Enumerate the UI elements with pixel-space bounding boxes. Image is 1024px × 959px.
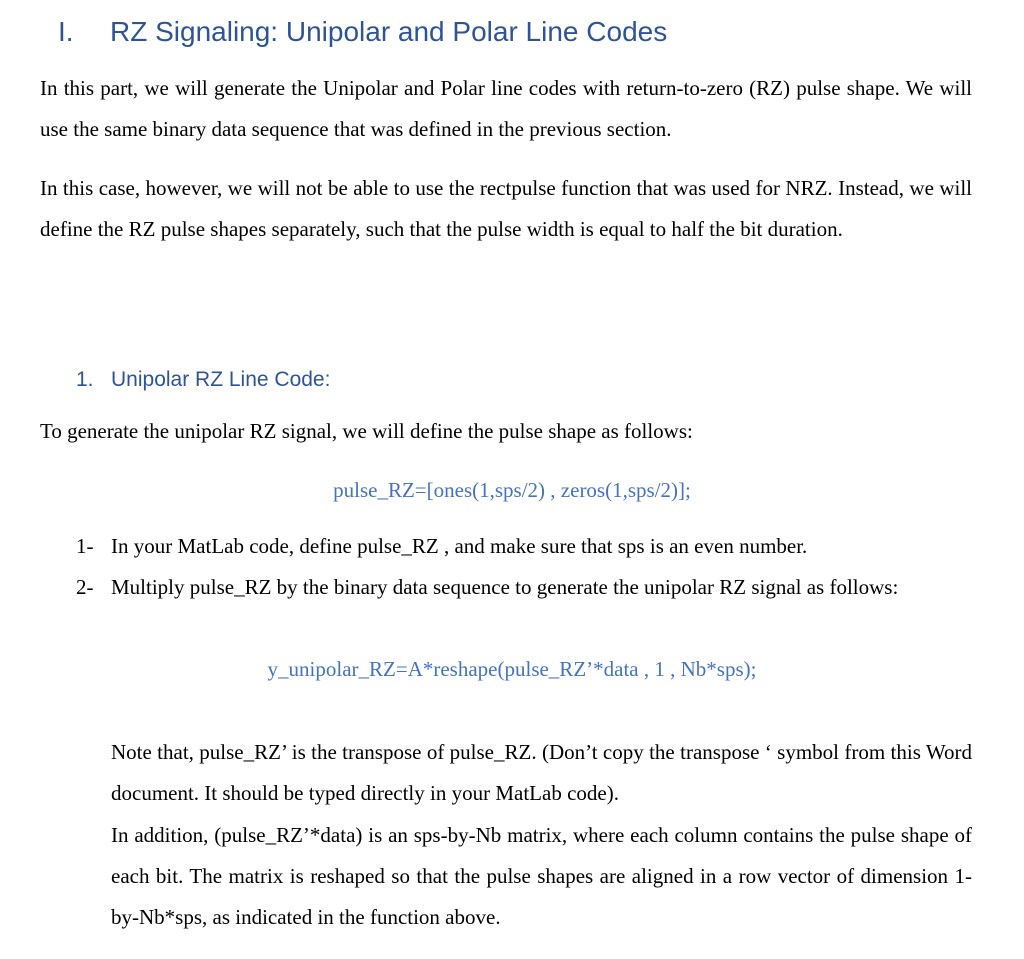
subsection-number: 1. [76, 368, 94, 391]
list-item-text: Multiply pulse_RZ by the binary data sequence to generate the unipolar RZ signal as follows: [111, 575, 899, 599]
intro-paragraph-1: In this part, we will generate the Unipolar and Polar line codes with return-to-zero (RZ) pulse shape. We will use the same binary data sequence that was defined in the previous section. [40, 76, 972, 141]
list-item-text: In your MatLab code, define pulse_RZ , and make sure that sps is an even number. [111, 534, 808, 558]
list-item-step-1 [76, 526, 972, 567]
list-marker: 2- [76, 575, 94, 599]
section-heading [58, 16, 667, 48]
section-title: RZ Signaling: Unipolar and Polar Line Codes [110, 16, 668, 47]
subsection-title: Unipolar RZ Line Code: [111, 368, 331, 391]
list-item-step-2 [76, 567, 972, 608]
subsection-heading [76, 368, 330, 392]
section-number: I. [58, 16, 74, 47]
note-paragraph-1: Note that, pulse_RZ’ is the transpose of pulse_RZ. (Don’t copy the transpose ‘ symbol from this Word document. It should be typed directly in your MatLab code). [111, 740, 972, 805]
note-paragraph-2: In addition, (pulse_RZ’*data) is an sps-by-Nb matrix, where each column contains the pulse shape of each bit. The matrix is reshaped so that the pulse shapes are aligned in a row vector of dimension 1-by-Nb*sps, as indicated in the function above. [111, 823, 972, 929]
code-line-unipolar-rz: y_unipolar_RZ=A*reshape(pulse_RZ’*data , 1 , Nb*sps); [267, 657, 757, 681]
intro-paragraph-2: In this case, however, we will not be able to use the rectpulse function that was used for NRZ. Instead, we will define the RZ pulse shapes separately, such that the pulse width is equal to half the bit duration. [40, 176, 972, 241]
unipolar-lead-paragraph: To generate the unipolar RZ signal, we will define the pulse shape as follows: [40, 419, 693, 443]
list-marker: 1- [76, 534, 94, 558]
code-line-pulse-rz: pulse_RZ=[ones(1,sps/2) , zeros(1,sps/2)]; [333, 478, 691, 502]
